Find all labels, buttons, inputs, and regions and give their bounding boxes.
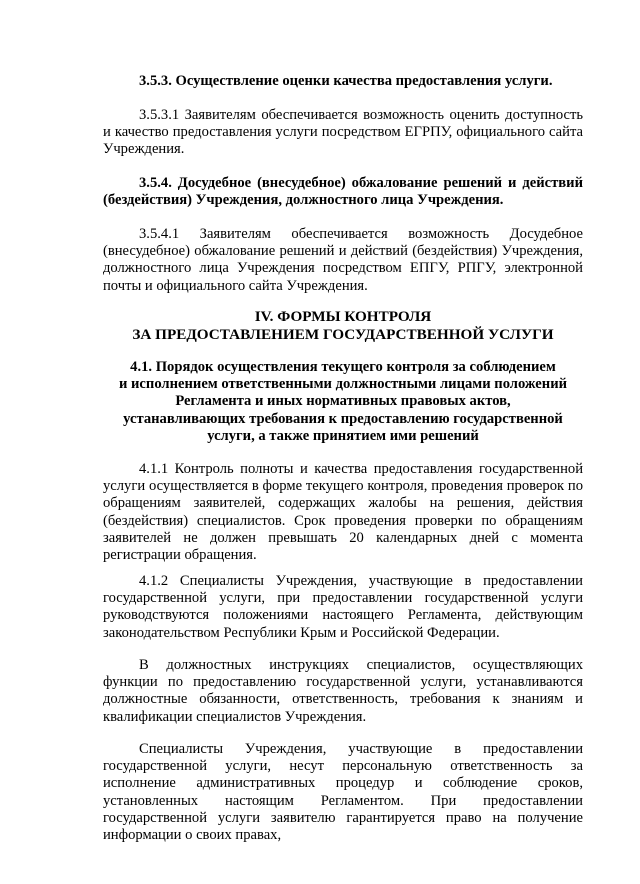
section-354-heading: 3.5.4. Досудебное (внесудебное) обжалование решений и действий (бездействия) Учреждения, должностного лица Учреждения. (103, 175, 583, 209)
section-41-heading-line-5: услуги, а также принятием ими решений (207, 427, 479, 444)
chapter-iv-title (103, 308, 583, 344)
chapter-iv-title-line-2: ЗА ПРЕДОСТАВЛЕНИЕМ ГОСУДАРСТВЕННОЙ УСЛУГИ (132, 326, 554, 343)
paragraph-instructions: В должностных инструкциях специалистов, осуществляющих функции по предоставлению государственной услуги, устанавливаются должностные обязанности, ответственность, требования к знаниям и квалификации специалистов Учреждения. (103, 657, 583, 725)
chapter-iv-title-line-1: IV. ФОРМЫ КОНТРОЛЯ (254, 308, 432, 325)
paragraph-3531: 3.5.3.1 Заявителям обеспечивается возможность оценить доступность и качество предоставления услуги посредством ЕГРПУ, официального сайта Учреждения. (103, 107, 583, 158)
section-353-heading: 3.5.3. Осуществление оценки качества предоставления услуги. (139, 73, 553, 89)
paragraph-412: 4.1.2 Специалисты Учреждения, участвующие в предоставлении государственной услуги, при предоставлении государственной услуги руководствуются положениями настоящего Регламента, действующим законодательством Республики Крым и Российской Федерации. (103, 573, 583, 641)
section-41-heading-line-1: 4.1. Порядок осуществления текущего контроля за соблюдением (130, 359, 556, 375)
section-41-heading-line-4: устанавливающих требования к предоставлению государственной (123, 410, 563, 427)
paragraph-411: 4.1.1 Контроль полноты и качества предоставления государственной услуги осуществляется в форме текущего контроля, проведения проверок по обращениям заявителей, содержащих жалобы на решения, действия (бездействия) специалистов. Срок проведения проверки по обращениям заявителей не должен превышать 20 календарных дней с момента регистрации обращения. (103, 461, 583, 564)
paragraph-responsibility: Специалисты Учреждения, участвующие в предоставлении государственной услуги, несут персональную ответственность за исполнение административных процедур и соблюдение сроков, установленных настоящим Регламентом. При предоставлении государственной услуги заявителю гарантируется право на получение информации о своих правах, (103, 741, 583, 844)
section-41-heading (100, 359, 586, 445)
section-41-heading-line-2: и исполнением ответственными должностными лицами положений (118, 376, 568, 393)
section-41-heading-line-3: Регламента и иных нормативных правовых актов, (175, 393, 511, 410)
paragraph-3541: 3.5.4.1 Заявителям обеспечивается возможность Досудебное (внесудебное) обжалование решений и действий (бездействия) Учреждения, должностного лица Учреждения посредством ЕПГУ, РПГУ, электронной почты и официального сайта Учреждения. (103, 226, 583, 294)
